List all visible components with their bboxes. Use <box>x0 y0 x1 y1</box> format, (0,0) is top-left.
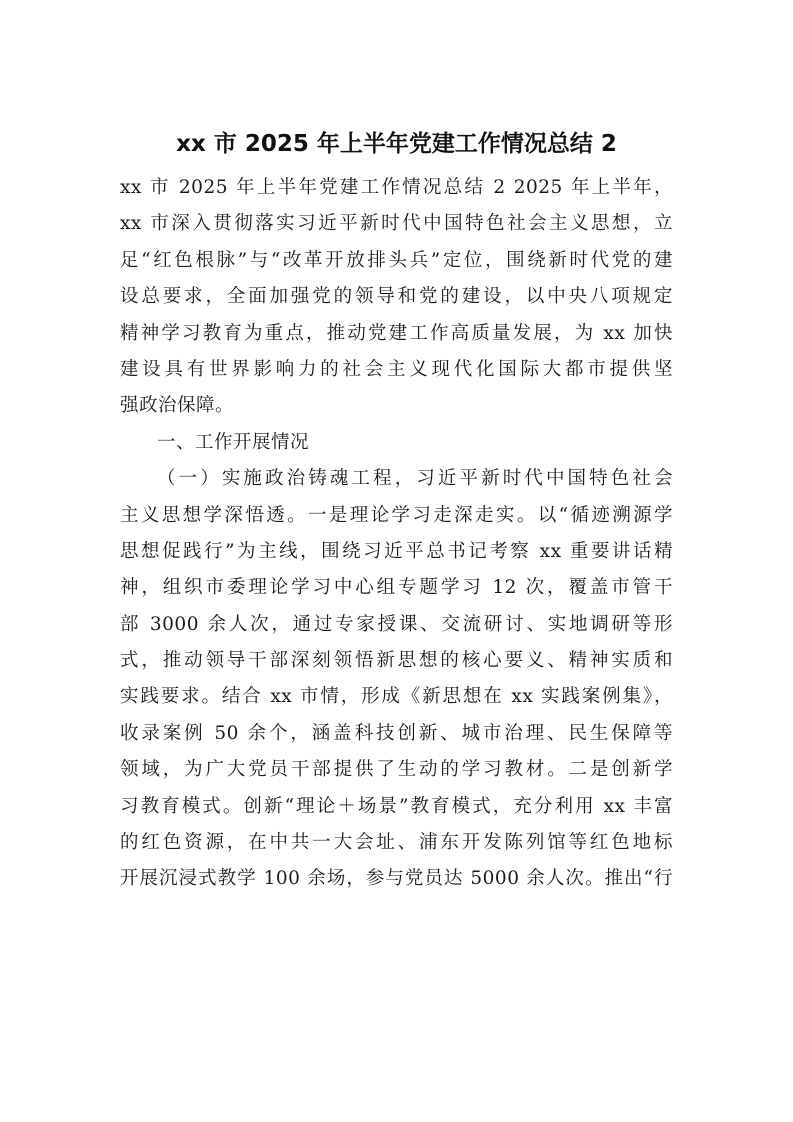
body-line: 主义思想学深悟透。一是理论学习走深走实。以“循迹溯源学 <box>120 504 673 526</box>
document-title: xx 市 2025 年上半年党建工作情况总结 2 <box>176 131 617 157</box>
body-line: 实践要求。结合 xx 市情，形成《新思想在 xx 实践案例集》， <box>120 686 673 708</box>
document-body <box>120 170 673 898</box>
body-line: 开展沉浸式教学 100 余场，参与党员达 5000 余人次。推出“行 <box>120 868 673 890</box>
body-line: 精神学习教育为重点，推动党建工作高质量发展，为 xx 加快 <box>120 322 673 344</box>
body-line: xx 市 2025 年上半年党建工作情况总结 2 2025 年上半年， <box>120 177 673 198</box>
body-line: 领域，为广大党员干部提供了生动的学习教材。二是创新学 <box>120 759 673 781</box>
body-line: （一）实施政治铸魂工程，习近平新时代中国特色社会 <box>157 468 673 490</box>
body-line: 思想促践行”为主线，围绕习近平总书记考察 xx 重要讲话精 <box>120 540 673 562</box>
body-line: 习教育模式。创新“理论＋场景”教育模式，充分利用 xx 丰富 <box>120 795 673 817</box>
body-line: 一、工作开展情况 <box>157 431 310 453</box>
body-line: 足“红色根脉”与“改革开放排头兵”定位，围绕新时代党的建 <box>120 249 673 271</box>
body-line: xx 市深入贯彻落实习近平新时代中国特色社会主义思想，立 <box>120 213 673 235</box>
body-line: 强政治保障。 <box>120 395 235 417</box>
body-line: 建设具有世界影响力的社会主义现代化国际大都市提供坚 <box>120 358 673 380</box>
body-line: 式，推动领导干部深刻领悟新思想的核心要义、精神实质和 <box>120 650 673 672</box>
body-line: 收录案例 50 余个，涵盖科技创新、城市治理、民生保障等 <box>120 722 673 744</box>
body-line: 设总要求，全面加强党的领导和党的建设，以中央八项规定 <box>120 286 673 308</box>
body-line: 部 3000 余人次，通过专家授课、交流研讨、实地调研等形 <box>120 613 673 635</box>
body-line: 神，组织市委理论学习中心组专题学习 12 次，覆盖市管干 <box>120 577 673 599</box>
body-line: 的红色资源，在中共一大会址、浦东开发陈列馆等红色地标 <box>120 832 673 854</box>
